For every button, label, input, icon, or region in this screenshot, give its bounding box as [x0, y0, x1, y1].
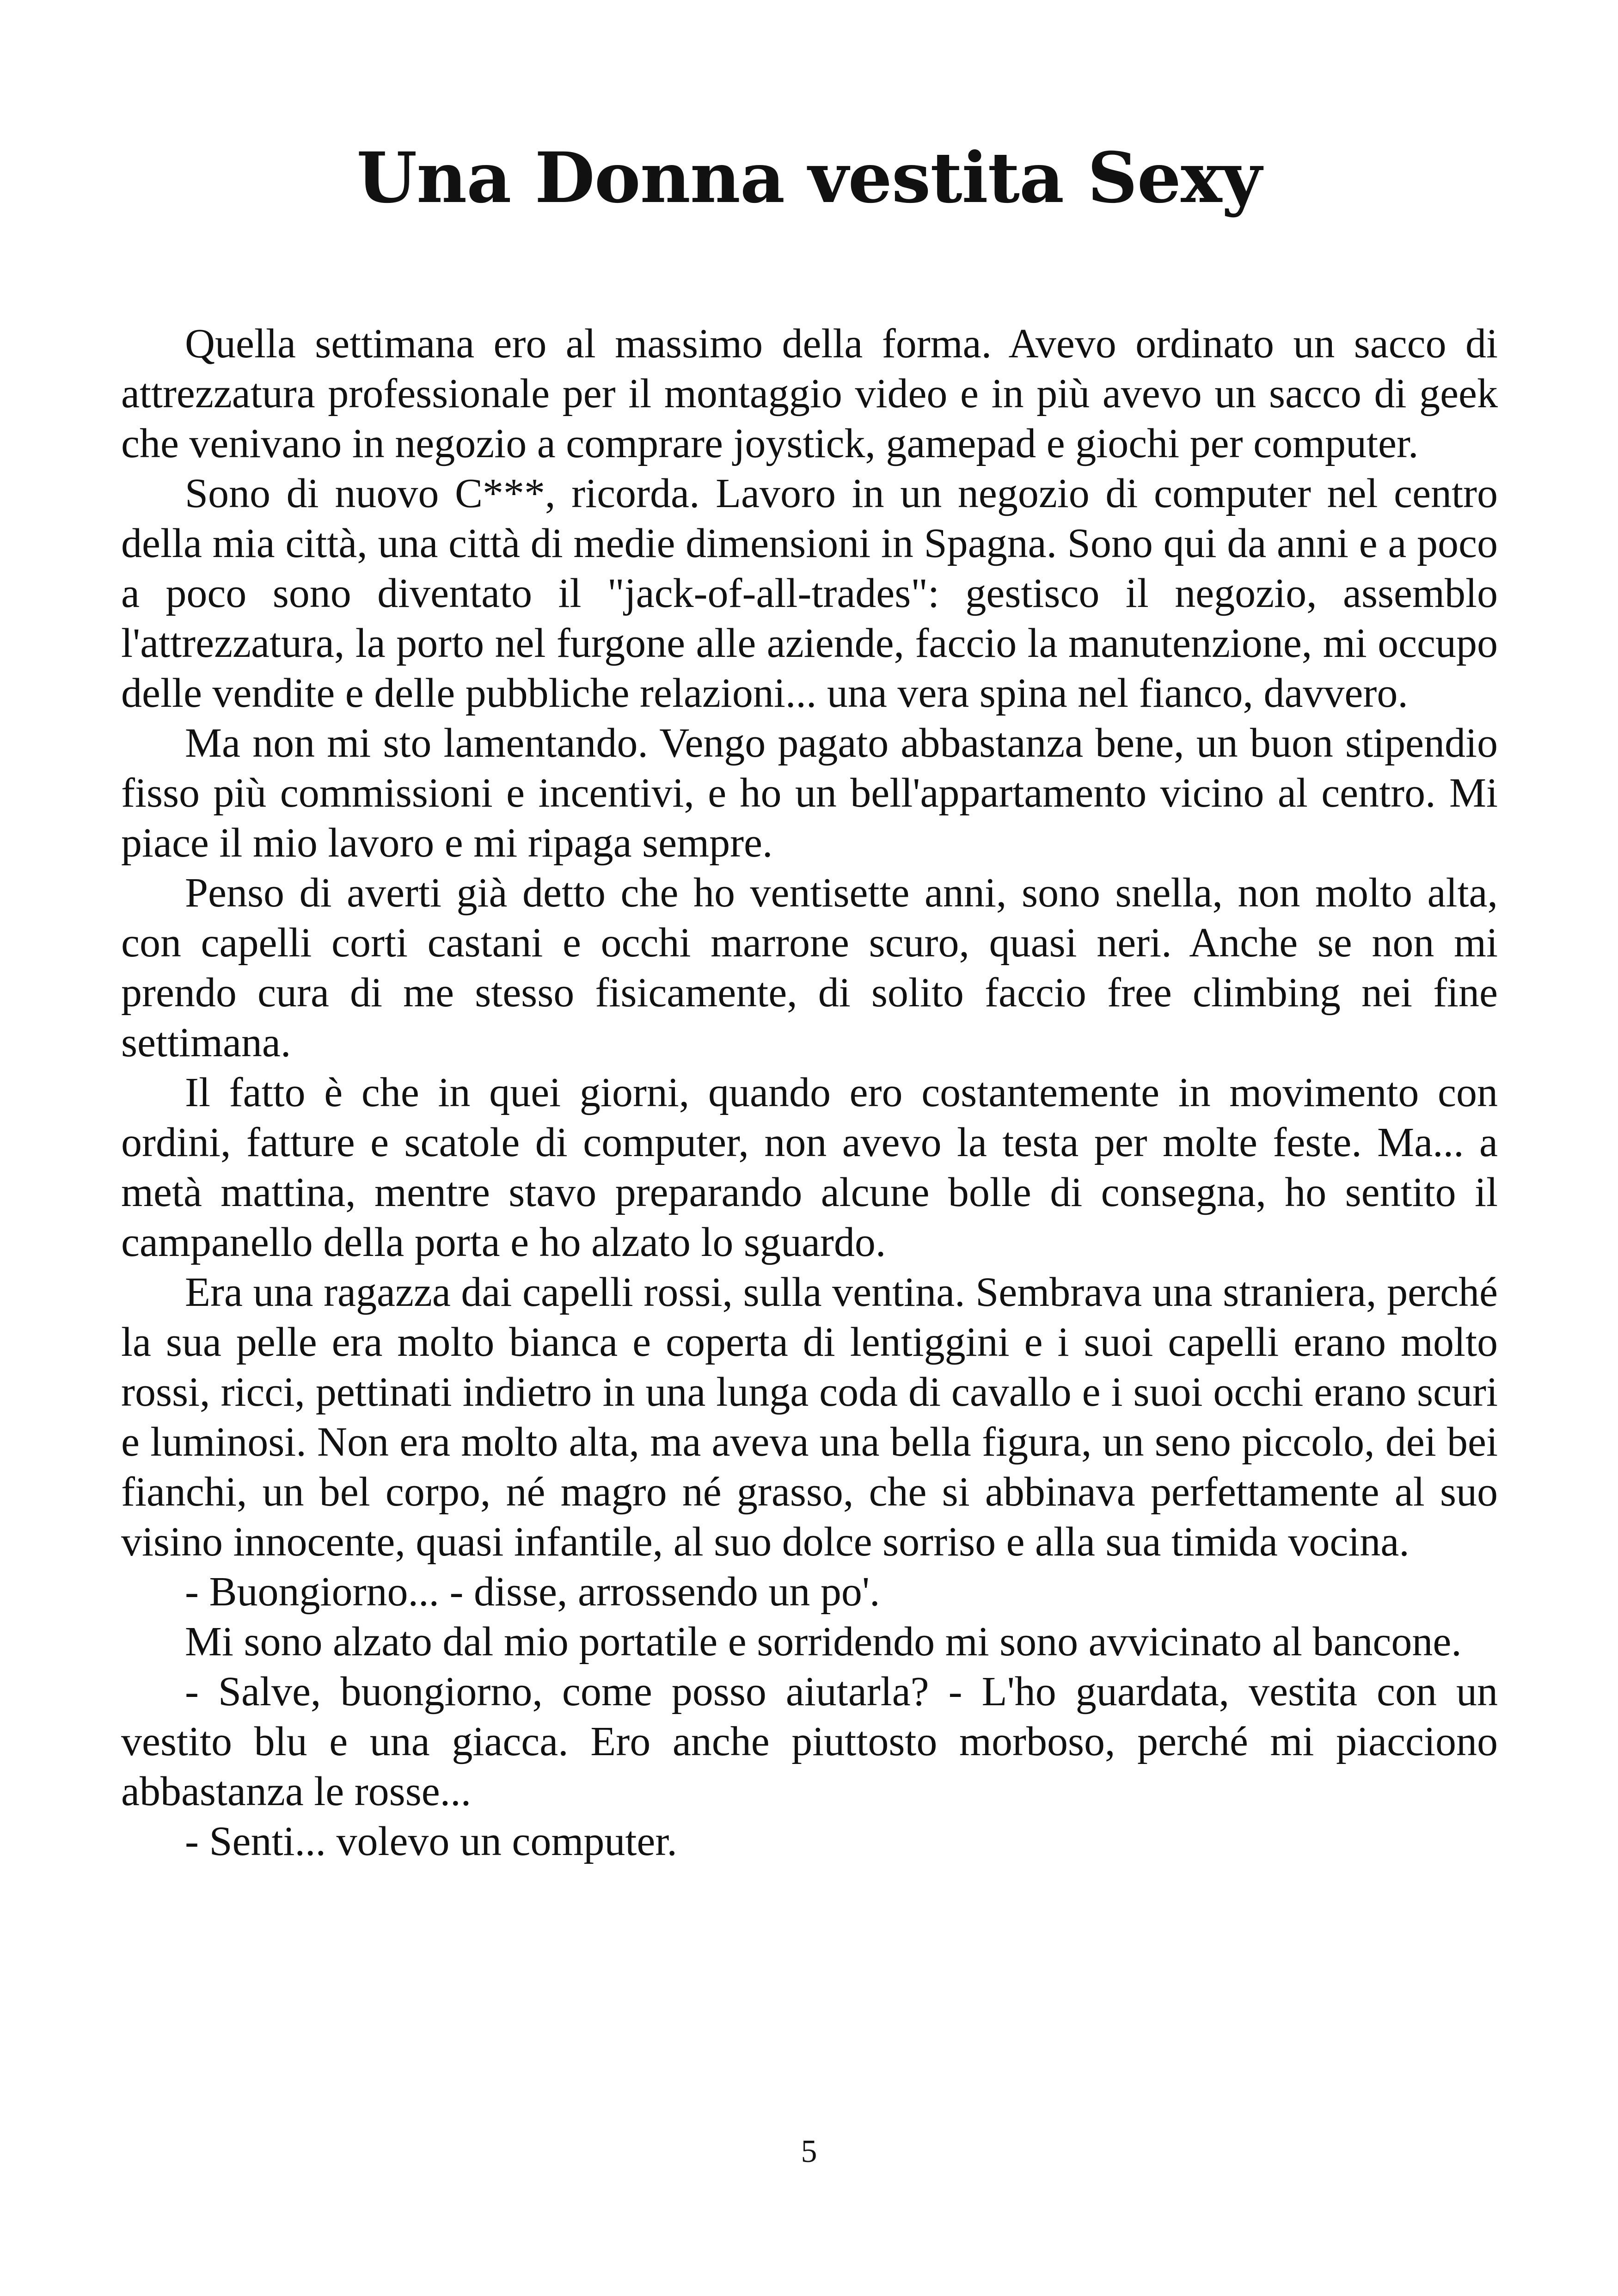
paragraph: Ma non mi sto lamentando. Vengo pagato abbastanza bene, un buon stipendio fisso più commissioni e incentivi, e ho un bell'appartamento vicino al centro. Mi piace il mio lavoro e mi ripaga sempre.: [121, 720, 1498, 866]
paragraph: Sono di nuovo C***, ricorda. Lavoro in un negozio di computer nel centro della mia città, una città di medie dimensioni in Spagna. Sono qui da anni e a poco a poco sono diventato il "jack-of-all-trades": gestisco il negozio, assemblo l'attrezzatura, la porto nel furgone alle aziende, faccio la manutenzione, mi occupo delle vendite e delle pubbliche relazioni... una vera spina nel fianco, davvero.: [121, 471, 1498, 716]
chapter-title: Una Donna vestita Sexy: [356, 137, 1262, 219]
paragraph: Mi sono alzato dal mio portatile e sorridendo mi sono avvicinato al bancone.: [185, 1619, 1462, 1665]
paragraph: Il fatto è che in quei giorni, quando ero costantemente in movimento con ordini, fatture e scatole di computer, non avevo la testa per molte feste. Ma... a metà mattina, mentre stavo preparando alcune bolle di consegna, ho sentito il campanello della porta e ho alzato lo sguardo.: [121, 1070, 1498, 1265]
dialogue-line: - Salve, buongiorno, come posso aiutarla? - L'ho guardata, vestita con un vestito blu e una giacca. Ero anche piuttosto morboso, perché mi piacciono abbastanza le rosse...: [121, 1669, 1498, 1814]
page-number: 5: [801, 2134, 817, 2169]
dialogue-line: - Senti... volevo un computer.: [185, 1818, 677, 1864]
paragraph: Quella settimana ero al massimo della forma. Avevo ordinato un sacco di attrezzatura professionale per il montaggio video e in più avevo un sacco di geek che venivano in negozio a comprare joystick, gamepad e giochi per computer.: [121, 321, 1498, 466]
paragraph: Era una ragazza dai capelli rossi, sulla ventina. Sembrava una straniera, perché la sua pelle era molto bianca e coperta di lentiggini e i suoi capelli erano molto rossi, ricci, pettinati indietro in una lunga coda di cavallo e i suoi occhi erano scuri e luminosi. Non era molto alta, ma aveva una bella figura, un seno piccolo, dei bei fianchi, un bel corpo, né magro né grasso, che si abbinava perfettamente al suo visino innocente, quasi infantile, al suo dolce sorriso e alla sua timida vocina.: [121, 1269, 1498, 1565]
dialogue-line: - Buongiorno... - disse, arrossendo un po'.: [185, 1569, 880, 1615]
body-text: [121, 319, 1498, 1867]
paragraph: Penso di averti già detto che ho ventisette anni, sono snella, non molto alta, con capelli corti castani e occhi marrone scuro, quasi neri. Anche se non mi prendo cura di me stesso fisicamente, di solito faccio free climbing nei fine settimana.: [121, 870, 1498, 1065]
